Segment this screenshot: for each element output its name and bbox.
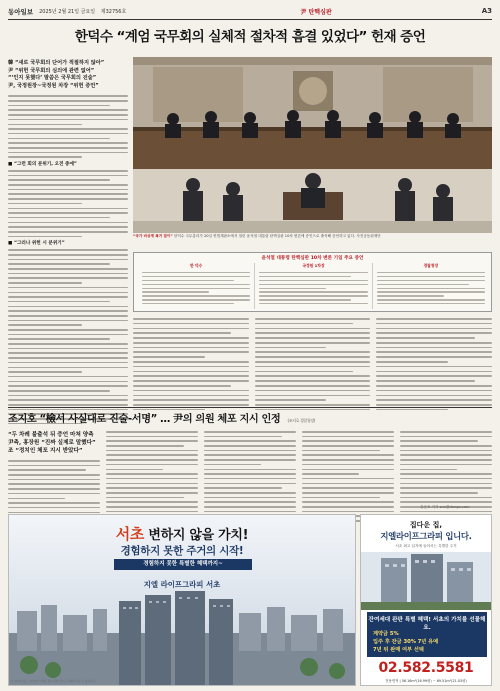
ad-benefit-tag: 경험하지 못한 특별한 혜택까지~ [114, 559, 252, 570]
para-head-2: ■ “그러나 위헌 시 분위기” [8, 241, 65, 247]
page-number: A3 [481, 7, 492, 15]
caption-text: 한덕수 국무총리가 20일 헌법재판소에서 열린 윤석열 대통령 탄핵심판 10차 변론에 증인으로 출석해 증언하고 있다. 사진공동취재단 [173, 234, 381, 238]
apartment-advertisement-right [360, 514, 492, 686]
lead-body-text [8, 95, 128, 158]
ad-right-line3: 서초 최고 입지에 들어서는 특별한 주거 [395, 544, 457, 548]
ad-benefit-item: 입주 후 잔금 30% 7년 유예 [373, 639, 439, 645]
subhead-4: 尹, 국정원장~국정원 차장 “위헌 증언” [8, 82, 99, 89]
photo-caption [133, 234, 492, 239]
second-story-column [302, 431, 394, 513]
ad-right-line1: 집다운 집, [409, 521, 443, 529]
summary-column-title: 국정원 1차장 [302, 263, 325, 268]
body-column [255, 318, 371, 404]
date-text: 2025년 2월 21일 금요일 [39, 8, 96, 15]
courtroom-illustration [133, 57, 492, 233]
second-story-column [106, 431, 198, 513]
subhead-2: 尹 “위헌 국무회의 심의에 관련 없어” [8, 67, 95, 74]
ad-right-line2: 지엘라이프그라피 입니다. [380, 531, 472, 541]
para-head-1: ■ “그런 회의 분위기, 오전 중에” [8, 162, 77, 167]
body-column [376, 318, 492, 404]
summary-column-title: 경찰청장 [423, 263, 439, 268]
body-column [133, 318, 249, 404]
caption-title: “국가 비상계 폭거 점이” [133, 234, 173, 238]
subhead-1: 韓 “새로 국무회의 단어가 적절하지 않아” [8, 60, 105, 66]
lead-subheads [8, 60, 128, 90]
summary-columns [138, 263, 489, 309]
lead-column [8, 60, 128, 427]
summary-box-title: 윤석열 대통령 탄핵심판 10차 변론 기일 주요 증언 [261, 256, 364, 261]
apartment-advertisement [8, 514, 356, 686]
summary-column [255, 263, 372, 309]
second-headline-byline: (조지호 경찰청장) [287, 418, 315, 423]
summary-column-title: 한 덕수 [190, 263, 203, 268]
ad-headline-accent: 서초 [115, 525, 145, 543]
lead-body-text-2 [8, 170, 128, 237]
main-story-body [133, 318, 492, 404]
ad-headline [9, 523, 355, 544]
second-headline [8, 410, 492, 425]
ad-brand-name: 지엘 라이프그라피 서초 [143, 580, 221, 589]
courtroom-photo [133, 57, 492, 233]
second-story-column [8, 431, 100, 513]
ad-benefit-item: 7년 뒤 완매 여부 선택 [373, 647, 424, 653]
masthead [8, 4, 492, 18]
section-label: 尹 탄핵심판 [300, 8, 332, 16]
testimony-summary-box [133, 252, 492, 312]
ad-area-info: 전용면적 | 56.16m²(16.99평) ~ 69.51m²(21.03평) [385, 679, 467, 683]
edition-number: 제32756호 [100, 8, 127, 15]
ad-benefit-item: 계약금 5% [373, 631, 399, 637]
second-story-subhead: “두 차례 불출석 뒤 증언 마쳐 양측 尹측, 홍장원 “진짜 실제로 말했다” 조 “정치인 체포 지시 받았다” [8, 432, 96, 454]
ad-subheadline: 경험하지 못한 주거의 시작! [120, 545, 244, 557]
masthead-rule [8, 19, 492, 20]
ad-phone-number: 02.582.5581 [378, 660, 474, 676]
second-story-body [8, 431, 492, 513]
building-rendering-illustration [361, 552, 492, 610]
ad-benefit-panel [367, 612, 487, 657]
second-story-column [204, 431, 296, 513]
second-headline-text: 조지호 “檢서 사실대로 진술-서명” … 尹의 의원 체포 지시 인정 [8, 414, 281, 425]
lead-body-text-3 [8, 249, 128, 424]
summary-column [138, 263, 255, 309]
newspaper-name: 동아일보 [8, 7, 34, 16]
summary-column [373, 263, 489, 309]
ad-benefit-title: 잔여세대 완판 특별 혜택! 서초의 가치를 선물해요. [368, 617, 486, 631]
issue-date [39, 8, 300, 15]
ad-fineprint: ※ 이미지 컷은 소비자의 이해를 돕기 위한 것으로 실제와 다를 수 있습니다. [11, 680, 96, 683]
reporter-credit: 김준호 기자 win@donga.com [420, 505, 470, 509]
section-divider [8, 407, 492, 408]
ad-headline-text: 변하지 않을 가치! [144, 528, 249, 543]
second-story-column [400, 431, 492, 513]
main-headline: 한덕수 “계엄 국무회의 실체적 절차적 흠결 있었다” 헌재 증언 [74, 29, 426, 45]
subhead-3: “‘인지 못했다’ 말씀은 국무회의 진술” [8, 75, 97, 82]
